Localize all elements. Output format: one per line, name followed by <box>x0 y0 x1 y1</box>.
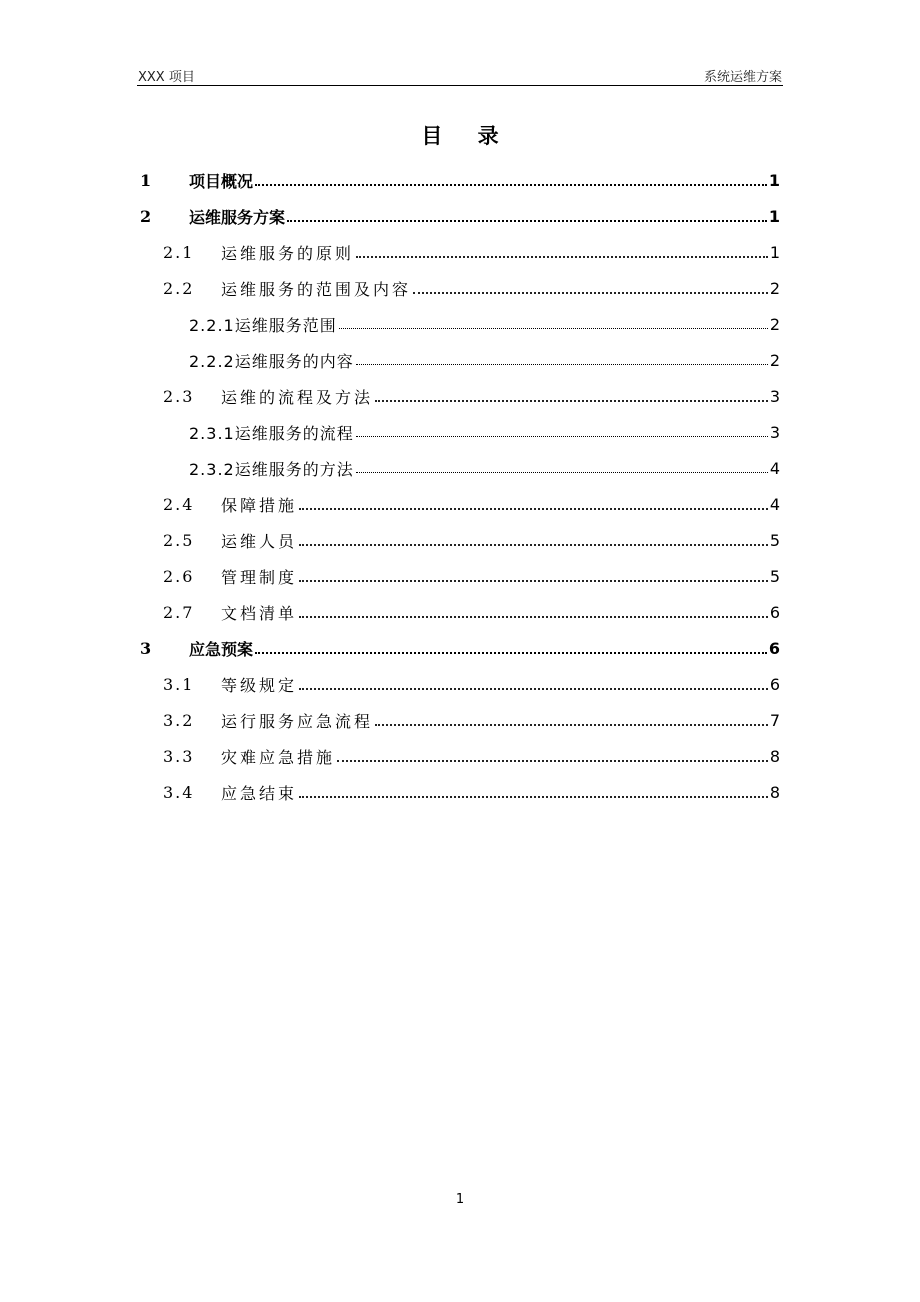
toc-entry-number: 2.7 <box>163 602 195 622</box>
toc-entry-page: 8 <box>769 746 780 766</box>
toc-entry-page: 1 <box>768 206 780 226</box>
toc-entry-page: 2 <box>769 314 780 334</box>
toc-dot-leader <box>339 328 768 329</box>
toc-dot-leader <box>299 616 768 618</box>
toc-entry-label: 运维服务方案 <box>189 207 286 227</box>
toc-entry[interactable] <box>0 450 920 486</box>
toc-entry-number: 3 <box>140 638 152 658</box>
toc-dot-leader <box>255 652 767 654</box>
toc-dot-leader <box>299 688 768 690</box>
toc-entry-number: 2.4 <box>163 494 195 514</box>
toc-entry-page: 2 <box>769 350 780 370</box>
toc-entry-number: 2 <box>140 206 152 226</box>
toc-entry-number: 2.3 <box>163 386 195 406</box>
toc-entry-page: 5 <box>769 566 780 586</box>
toc-entry-label: 2.3.2运维服务的方法 <box>189 459 354 479</box>
toc-entry[interactable] <box>0 666 920 702</box>
toc-entry-label: 保障措施 <box>221 495 298 515</box>
toc-entry-page: 7 <box>769 710 780 730</box>
toc-dot-leader <box>299 580 768 582</box>
toc-entry[interactable] <box>0 558 920 594</box>
toc-dot-leader <box>255 184 767 186</box>
toc-entry-page: 8 <box>769 782 780 802</box>
toc-title: 目 录 <box>421 124 513 148</box>
toc-entry[interactable] <box>0 234 920 270</box>
toc-entry[interactable] <box>0 306 920 342</box>
toc-entry-number: 2.1 <box>163 242 195 262</box>
page-header-right: 系统运维方案 <box>703 70 782 85</box>
toc-entry-page: 2 <box>769 278 780 298</box>
toc-dot-leader <box>287 220 767 222</box>
toc-entry[interactable] <box>0 702 920 738</box>
toc-entry-label: 运维的流程及方法 <box>221 387 374 407</box>
toc-entry-label: 运维人员 <box>221 531 298 551</box>
toc-entry[interactable] <box>0 198 920 234</box>
toc-entry-number: 3.2 <box>163 710 195 730</box>
toc-entry-label: 应急预案 <box>189 639 254 659</box>
header-divider <box>137 85 783 86</box>
toc-entry-number: 2.5 <box>163 530 195 550</box>
toc-dot-leader <box>375 724 768 726</box>
toc-entry[interactable] <box>0 522 920 558</box>
toc-dot-leader <box>299 508 768 510</box>
toc-entry-page: 4 <box>769 458 780 478</box>
toc-entry[interactable] <box>0 342 920 378</box>
toc-entry-number: 2.6 <box>163 566 195 586</box>
toc-entry[interactable] <box>0 414 920 450</box>
toc-dot-leader <box>356 256 768 258</box>
toc-dot-leader <box>413 292 768 294</box>
toc-entry-label: 2.3.1运维服务的流程 <box>189 423 354 443</box>
toc-entry-label: 项目概况 <box>189 171 254 191</box>
toc-dot-leader <box>356 364 768 365</box>
toc-entry-label: 2.2.1运维服务范围 <box>189 315 337 335</box>
toc-dot-leader <box>337 760 768 762</box>
toc-entry-page: 4 <box>769 494 780 514</box>
toc-entry-page: 6 <box>769 674 780 694</box>
toc-entry-number: 1 <box>140 170 152 190</box>
toc-entry-label: 应急结束 <box>221 783 298 803</box>
toc-entry-page: 6 <box>768 638 780 658</box>
toc-entry[interactable] <box>0 774 920 810</box>
toc-entry-label: 运维服务的范围及内容 <box>221 279 412 299</box>
footer-page-number: 1 <box>455 1192 465 1207</box>
toc-entry-page: 1 <box>769 242 780 262</box>
toc-entry-label: 文档清单 <box>221 603 298 623</box>
page-header-left: XXX 项目 <box>138 70 195 85</box>
toc-entry[interactable] <box>0 738 920 774</box>
toc-entry[interactable] <box>0 270 920 306</box>
toc-entry-number: 3.3 <box>163 746 195 766</box>
toc-entry-number: 3.4 <box>163 782 195 802</box>
toc-entry-label: 灾难应急措施 <box>221 747 336 767</box>
toc-dot-leader <box>375 400 768 402</box>
toc-entry-page: 3 <box>769 422 780 442</box>
toc-entry-page: 5 <box>769 530 780 550</box>
toc-entry-number: 2.2 <box>163 278 195 298</box>
toc-entry-label: 2.2.2运维服务的内容 <box>189 351 354 371</box>
toc-dot-leader <box>299 544 768 546</box>
toc-entry-label: 等级规定 <box>221 675 298 695</box>
toc-entry-label: 运行服务应急流程 <box>221 711 374 731</box>
toc-dot-leader <box>356 472 768 473</box>
toc-dot-leader <box>356 436 768 437</box>
toc-entry[interactable] <box>0 630 920 666</box>
toc-entry[interactable] <box>0 378 920 414</box>
toc-entry[interactable] <box>0 486 920 522</box>
toc-entry[interactable] <box>0 162 920 198</box>
toc-entry-label: 运维服务的原则 <box>221 243 355 263</box>
toc-entry-page: 1 <box>768 170 780 190</box>
toc-entry-number: 3.1 <box>163 674 195 694</box>
toc-entry-page: 3 <box>769 386 780 406</box>
toc-dot-leader <box>299 796 768 798</box>
toc-entry-page: 6 <box>769 602 780 622</box>
toc-entry[interactable] <box>0 594 920 630</box>
toc-entry-label: 管理制度 <box>221 567 298 587</box>
